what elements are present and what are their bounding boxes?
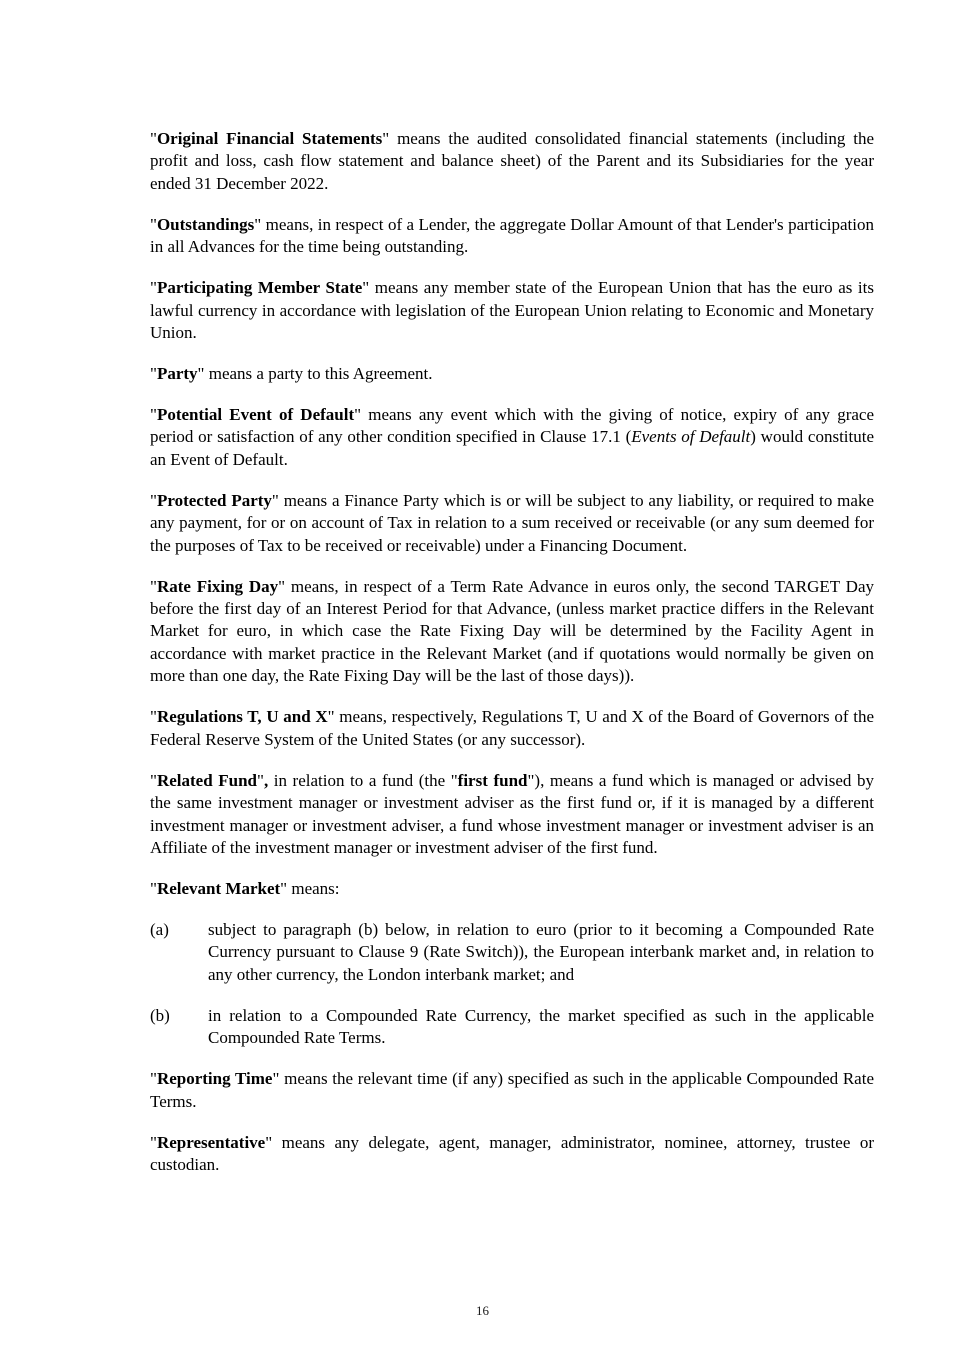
definition-paragraph	[150, 363, 874, 385]
defined-term: Participating Member State	[156, 278, 363, 298]
body-text: "	[150, 770, 157, 790]
body-text: "	[150, 1069, 157, 1089]
definition-paragraph	[150, 490, 874, 557]
defined-term: Protected Party	[156, 490, 272, 510]
list-item	[150, 919, 874, 986]
body-text: " means a Finance Party which is or will be subject to any liability, or required to make any payment, for or on account of Tax in relation to a sum received or receivable (or any sum deemed for the purposes of Tax to be received or receivable) under a Financing Document.	[150, 490, 874, 555]
body-text: in relation to a fund (the "	[268, 770, 458, 790]
body-text: "	[150, 364, 157, 384]
body-text: in relation to a Compounded Rate Currency, the market specified as such in the applicable Compounded Rate Terms.	[208, 1005, 874, 1048]
defined-term: Rate Fixing Day	[156, 576, 279, 596]
definition-paragraph	[150, 770, 874, 860]
italic-reference: Events of Default	[631, 427, 751, 447]
definition-paragraph	[150, 1068, 874, 1113]
definition-paragraph	[150, 404, 874, 471]
body-text: "	[150, 129, 157, 148]
defined-term: Potential Event of Default	[156, 405, 355, 425]
definition-paragraph	[150, 576, 874, 688]
definitions-list	[150, 128, 874, 1176]
body-text: "	[150, 214, 157, 234]
body-text: "	[150, 576, 157, 596]
body-text: subject to paragraph (b) below, in relation to euro (prior to it becoming a Compounded Rate Currency pursuant to Clause 9 (Rate Switch)), the European interbank market and, in relation to any other currency, the London interbank market; and	[208, 919, 874, 984]
body-text: " means a party to this Agreement.	[197, 364, 433, 384]
body-text: "	[150, 707, 157, 727]
defined-term: ,	[263, 770, 269, 790]
definition-paragraph	[150, 277, 874, 344]
list-item	[150, 1005, 874, 1050]
body-text: "	[150, 278, 157, 298]
body-text: " means, respectively, Regulations T, U and X of the Board of Governors of the Federal Reserve System of the United States (or any successor).	[150, 707, 874, 749]
definition-paragraph	[150, 128, 874, 195]
defined-term: Related Fund	[156, 770, 257, 790]
body-text: ) would constitute an Event of Default.	[150, 427, 875, 469]
definition-paragraph	[150, 878, 874, 900]
body-text: " means any delegate, agent, manager, administrator, nominee, attorney, trustee or custodian.	[150, 1132, 874, 1174]
body-text: "	[256, 770, 264, 790]
page-number: 16	[476, 1303, 489, 1318]
list-item-body	[208, 1006, 874, 1047]
list-item-body	[208, 920, 874, 984]
defined-term: Outstandings	[156, 214, 255, 234]
list-item-label: (b)	[150, 1005, 170, 1025]
definition-paragraph	[150, 214, 874, 259]
body-text: " means the audited consolidated financial statements (including the profit and loss, cash flow statement and balance sheet) of the Parent and its Subsidiaries for the year ended 31 December 2022.	[150, 129, 874, 193]
body-text: "	[150, 405, 157, 425]
definition-paragraph	[150, 1132, 874, 1177]
defined-term: Original Financial Statements	[156, 129, 383, 148]
defined-term: Party	[156, 364, 198, 384]
list-item-label: (a)	[150, 919, 169, 939]
body-text: " means:	[280, 878, 340, 898]
body-text: "), means a fund which is managed or advised by the same investment manager or investment adviser as the first fund or, if it is managed by a different investment manager or investment adviser, a fund whose investment manager or investment adviser is an Affiliate of the investment manager or investment adviser of the first fund.	[150, 770, 874, 857]
body-text: " means, in respect of a Term Rate Advance in euros only, the second TARGET Day before the first day of an Interest Period for that Advance, (unless market practice differs in the Relevant Market for euro, in which case the Rate Fixing Day will be determined by the Facility Agent in accordance with market practice in the Relevant Market (and if quotations would normally be given on more than one day, the Rate Fixing Day will be the last of those days)).	[150, 576, 874, 686]
body-text: "	[150, 1132, 157, 1152]
body-text: " means any member state of the European Union that has the euro as its lawful currency in accordance with legislation of the European Union relating to Economic and Monetary Union.	[150, 278, 874, 343]
body-text: "	[150, 878, 157, 898]
body-text: " means the relevant time (if any) specified as such in the applicable Compounded Rate Terms.	[150, 1069, 874, 1111]
body-text: " means, in respect of a Lender, the aggregate Dollar Amount of that Lender's participation in all Advances for the time being outstanding.	[150, 214, 874, 257]
body-text: "	[150, 490, 157, 510]
defined-term: Relevant Market	[156, 878, 281, 898]
body-text: " means any event which with the giving of notice, expiry of any grace period or satisfaction of any other condition specified in Clause 17.1 (	[150, 405, 875, 447]
defined-term: Representative	[156, 1132, 266, 1152]
definition-paragraph	[150, 706, 874, 751]
defined-term: Reporting Time	[156, 1069, 273, 1089]
defined-term: first fund	[457, 770, 528, 790]
defined-term: Regulations T, U and X	[156, 707, 328, 727]
